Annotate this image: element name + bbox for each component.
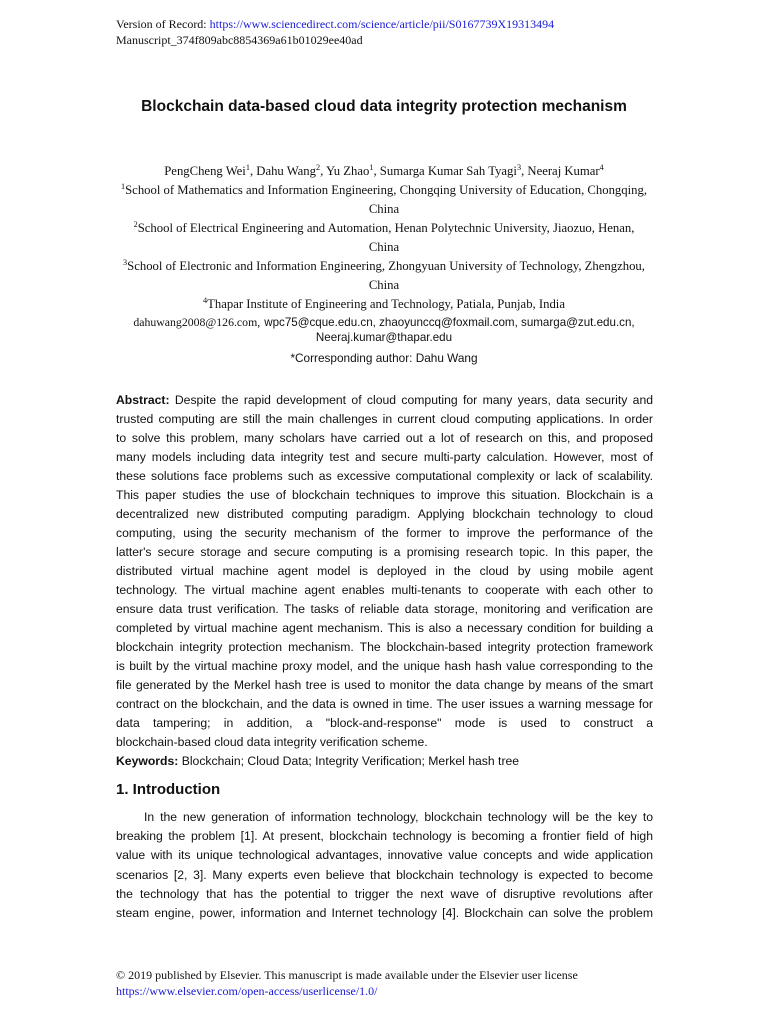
- affiliation-country: China: [368, 202, 400, 216]
- email-line: [0, 314, 768, 330]
- introduction-line: the technology that has the potential to trigger the next wave of disruptive revolutions after: [116, 886, 653, 901]
- abstract-line: completed by virtual machine agent mechanism. This is also a necessary condition for building a: [116, 621, 653, 635]
- license-link[interactable]: https://www.elsevier.com/open-access/userlicense/1.0/: [116, 984, 378, 998]
- author-name: Sumarga Kumar Sah Tyagi: [379, 164, 517, 178]
- author-separator: ,: [249, 164, 257, 178]
- affiliation-text: School of Electronic and Information Engineering, Zhongyuan University of Technology, Zhengzhou,: [127, 259, 645, 273]
- abstract-line: is built by the virtual machine proxy model, and the unique hash hash value corresponding to the: [116, 659, 653, 673]
- paper-title: Blockchain data-based cloud data integrity protection mechanism: [141, 98, 627, 115]
- introduction-line: breaking the problem [1]. At present, blockchain technology is becoming a frontier field of high: [116, 829, 653, 844]
- abstract-line: data tampering; in addition, a "block-and-response" mode is used to construct a: [116, 716, 653, 730]
- copyright-notice: © 2019 published by Elsevier. This manuscript is made available under the Elsevier user license: [116, 968, 578, 982]
- author-name: Neeraj Kumar: [527, 164, 600, 178]
- front-matter: [0, 162, 768, 367]
- affiliation-line: [0, 257, 768, 276]
- author-list: [0, 162, 768, 181]
- author-name: Dahu Wang: [256, 164, 316, 178]
- introduction-line: steam engine, power, information and Internet technology [4]. Blockchain can solve the problem: [116, 905, 653, 920]
- introduction-line: In the new generation of information technology, blockchain technology will be the key to: [144, 810, 653, 824]
- manuscript-id: Manuscript_374f809abc8854369a61b01029ee40ad: [116, 33, 363, 47]
- abstract-label: Abstract:: [116, 393, 170, 407]
- abstract-line: This paper studies the use of blockchain techniques to improve this situation. Blockchain is a: [116, 488, 653, 502]
- keywords-text: Blockchain; Cloud Data; Integrity Verification; Merkel hash tree: [181, 754, 520, 768]
- affiliation-superscript: 4: [203, 296, 208, 306]
- introduction-line: scenarios [2, 3]. Many experts even believe that blockchain technology is expected to become: [116, 867, 653, 882]
- abstract-line: trusted computing are still the main challenges in current cloud computing applications. In order: [116, 412, 653, 426]
- abstract-line: technology. The virtual machine agent enables multi-tenants to cooperate with each other to: [116, 583, 653, 597]
- abstract-line: [116, 391, 653, 410]
- email-line: Neeraj.kumar@thapar.edu: [315, 331, 453, 344]
- corresponding-author: *Corresponding author: Dahu Wang: [290, 351, 478, 365]
- version-of-record-line: [116, 16, 554, 32]
- author-name: PengCheng Wei: [164, 164, 246, 178]
- keywords-line: [116, 752, 653, 771]
- version-of-record-label: Version of Record:: [116, 17, 207, 31]
- affiliation-text: School of Electrical Engineering and Automation, Henan Polytechnic University, Jiaozuo, Henan,: [137, 221, 635, 235]
- abstract-line: distributed virtual machine agent model is deployed in the cloud by using mobile agent: [116, 564, 653, 578]
- affiliation-country: China: [368, 240, 400, 254]
- abstract-line: computing, using the security mechanism of the former to improve the performance of the: [116, 526, 653, 540]
- abstract-line: many models including data integrity test and secure multi-party calculation. However, most of: [116, 450, 653, 464]
- author-superscript: 1: [245, 163, 250, 173]
- abstract-line: decentralized new distributed computing paradigm. Applying blockchain technology to cloud: [116, 507, 653, 521]
- author-separator: ,: [373, 164, 380, 178]
- abstract-text: Despite the rapid development of cloud computing for many years, data security and: [174, 393, 654, 407]
- abstract-line: file generated by the Merkel hash tree is used to monitor the data change by means of the smart: [116, 678, 653, 692]
- abstract-line: ensure data trust verification. The tasks of reliable data storage, monitoring and verification are: [116, 602, 653, 616]
- introduction-body: [116, 808, 653, 923]
- author-superscript: 2: [315, 163, 321, 173]
- affiliation-superscript: 3: [123, 258, 128, 268]
- affiliation-text: School of Mathematics and Information Engineering, Chongqing University of Education, Chongqing,: [125, 183, 647, 197]
- author-superscript: 1: [369, 163, 374, 173]
- abstract: [116, 391, 653, 771]
- affiliation-line: [0, 295, 768, 314]
- author-separator: ,: [320, 164, 326, 178]
- abstract-line: to solve this problem, many scholars have carried out a lot of research on this, and proposed: [116, 431, 653, 445]
- version-of-record-link[interactable]: https://www.sciencedirect.com/science/article/pii/S0167739X19313494: [209, 17, 555, 31]
- keywords-label: Keywords:: [116, 754, 179, 768]
- email-address: wpc75@cque.edu.cn, zhaoyunccq@foxmail.com, sumarga@zut.edu.cn,: [264, 316, 635, 329]
- affiliation-line: [0, 181, 768, 200]
- author-name: Yu Zhao: [325, 164, 370, 178]
- abstract-line: contract on the blockchain, and the data is owned in time. The user issues a warning message for: [116, 697, 653, 711]
- affiliation-text: Thapar Institute of Engineering and Technology, Patiala, Punjab, India: [207, 297, 565, 311]
- abstract-line: blockchain-based cloud data integrity verification scheme.: [116, 735, 428, 749]
- author-separator: ,: [521, 164, 528, 178]
- author-superscript: 3: [516, 163, 522, 173]
- author-superscript: 4: [599, 163, 604, 173]
- section-heading: 1. Introduction: [116, 781, 221, 798]
- affiliation-line: [0, 219, 768, 238]
- affiliation-superscript: 2: [133, 220, 138, 230]
- affiliation-superscript: 1: [121, 182, 126, 192]
- abstract-line: blockchain integrity protection mechanism. The blockchain-based integrity protection framework: [116, 640, 653, 654]
- affiliation-country: China: [368, 278, 400, 292]
- abstract-line: latter's secure storage and secure computing is a promising research topic. In this paper, the: [116, 545, 653, 559]
- introduction-line: value with its unique technological advantages, innovative value concepts and wide application: [116, 848, 653, 863]
- email-address: dahuwang2008@126.com,: [133, 315, 261, 329]
- abstract-line: these solutions face problems such as excessive computational complexity or lack of scalability.: [116, 469, 653, 483]
